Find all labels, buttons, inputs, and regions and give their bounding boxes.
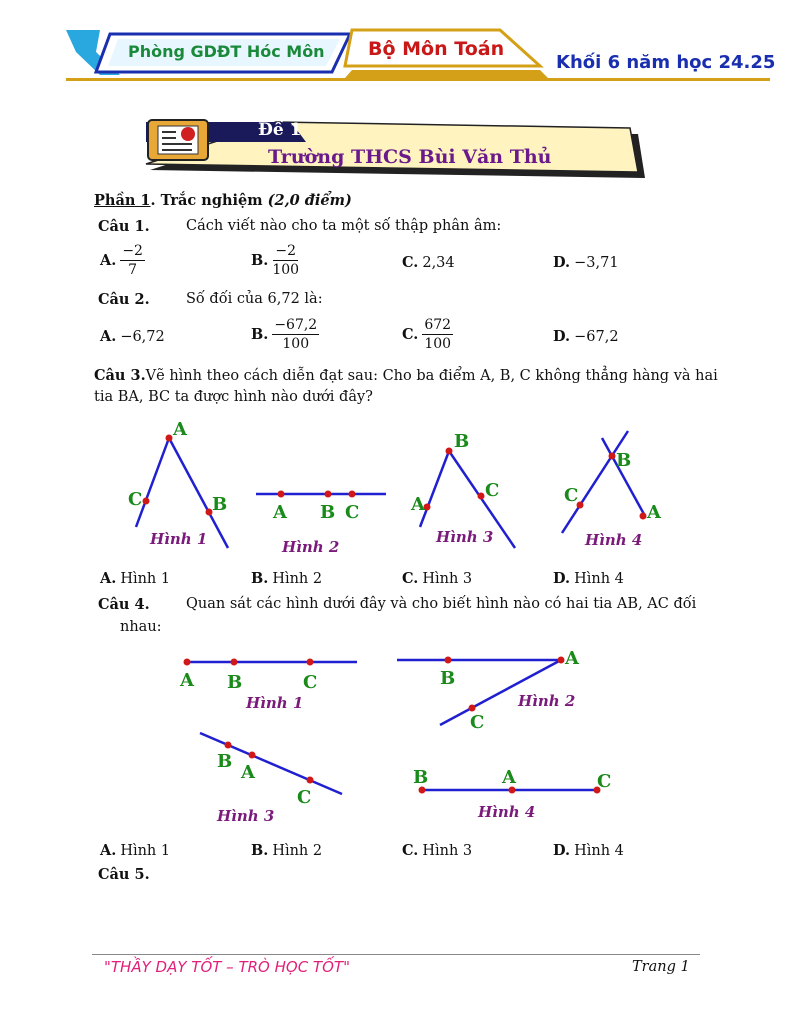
q3-c-text: Hình 3 bbox=[422, 570, 473, 587]
q1-d-value: −3,71 bbox=[574, 254, 619, 271]
q2-text: Số đối của 6,72 là: bbox=[186, 291, 323, 307]
footer-slogan: "THẦY DẠY TỐT – TRÒ HỌC TỐT" bbox=[104, 958, 350, 976]
q3-fig2-point-b bbox=[325, 491, 332, 498]
q1-a-fraction bbox=[120, 242, 145, 279]
q2-b-num: −67,2 bbox=[274, 317, 318, 333]
q3-fig2-caption: Hình 2 bbox=[282, 538, 340, 556]
q2-b-den: 100 bbox=[282, 336, 310, 352]
q4-fig1-point-a bbox=[184, 659, 191, 666]
q3-fig3 bbox=[410, 431, 515, 548]
q1-option-b[interactable] bbox=[251, 242, 299, 279]
q3-a-text: Hình 1 bbox=[120, 570, 171, 587]
q2-d-value: −67,2 bbox=[574, 328, 619, 345]
q3-fig3-label-b: B bbox=[454, 431, 470, 452]
q4-fig1-label-a: A bbox=[180, 670, 194, 691]
q4-option-d[interactable] bbox=[553, 842, 624, 859]
q2-label: Câu 2. bbox=[98, 291, 150, 308]
q1-label: Câu 1. bbox=[98, 218, 150, 235]
q4-fig3-point-a bbox=[249, 752, 256, 759]
q4-d-letter: D. bbox=[553, 842, 571, 859]
q4-c-letter: C. bbox=[402, 842, 419, 859]
q1-a-letter: A. bbox=[100, 252, 117, 269]
q2-b-letter: B. bbox=[251, 326, 269, 343]
q4-fig1 bbox=[179, 659, 357, 713]
q4-fig3 bbox=[200, 733, 342, 825]
q4-b-letter: B. bbox=[251, 842, 269, 859]
school-name: Trường THCS Bùi Văn Thủ bbox=[268, 146, 552, 168]
q4-fig3-point-b bbox=[225, 742, 232, 749]
q1-option-d[interactable] bbox=[553, 254, 619, 271]
q2-a-value: −6,72 bbox=[120, 328, 165, 345]
q3-fig4-label-c: C bbox=[564, 485, 579, 506]
q5-label: Câu 5. bbox=[98, 866, 150, 883]
q3-option-c[interactable] bbox=[402, 570, 472, 587]
q4-a-letter: A. bbox=[100, 842, 117, 859]
q3-fig3-point-b bbox=[446, 448, 453, 455]
q2-c-den: 100 bbox=[424, 336, 452, 352]
q2-c-letter: C. bbox=[402, 326, 419, 343]
q3-label: Câu 3. bbox=[94, 367, 146, 384]
q2-option-b[interactable] bbox=[251, 316, 319, 353]
q3-fig4-label-b: B bbox=[616, 450, 632, 471]
header-dept: Phòng GDĐT Hóc Môn bbox=[128, 42, 325, 61]
q4-fig2-caption: Hình 2 bbox=[518, 692, 576, 710]
q3-fig1-caption: Hình 1 bbox=[150, 530, 208, 548]
q1-b-letter: B. bbox=[251, 252, 269, 269]
q1-text: Cách viết nào cho ta một số thập phân âm: bbox=[186, 218, 502, 234]
q3-fig3-label-a: A bbox=[411, 494, 425, 515]
q1-d-letter: D. bbox=[553, 254, 571, 271]
q3-text1: Vẽ hình theo cách diễn đạt sau: Cho ba điểm A, B, C không thẳng hàng và hai bbox=[145, 368, 718, 384]
q2-d-letter: D. bbox=[553, 328, 571, 345]
q4-fig4-label-b: B bbox=[413, 767, 429, 788]
q3-line1 bbox=[94, 367, 718, 384]
q3-figures bbox=[0, 415, 792, 565]
q2-a-letter: A. bbox=[100, 328, 117, 345]
q3-text2: tia BA, BC ta được hình nào dưới đây? bbox=[94, 389, 373, 405]
q4-fig4-label-a: A bbox=[502, 767, 516, 788]
q4-option-b[interactable] bbox=[251, 842, 322, 859]
exam-number: Đề 1 bbox=[258, 120, 302, 140]
q4-text2: nhau: bbox=[120, 619, 162, 635]
footer-divider bbox=[92, 954, 700, 955]
q3-fig1-line-ac bbox=[136, 438, 169, 527]
q1-a-num: −2 bbox=[122, 243, 143, 259]
q4-fig1-caption: Hình 1 bbox=[246, 694, 304, 712]
q1-c-letter: C. bbox=[402, 254, 419, 271]
q4-fig4-label-c: C bbox=[597, 771, 612, 792]
q3-option-d[interactable] bbox=[553, 570, 624, 587]
q1-a-den: 7 bbox=[128, 262, 138, 278]
q3-fig4-caption: Hình 4 bbox=[585, 531, 643, 549]
q4-option-a[interactable] bbox=[100, 842, 170, 859]
q4-fig3-caption: Hình 3 bbox=[217, 807, 275, 825]
q4-fig3-label-b: B bbox=[217, 751, 233, 772]
page-number: Trang 1 bbox=[632, 959, 690, 975]
q3-fig2-label-a: A bbox=[273, 502, 287, 523]
q3-fig2-label-b: B bbox=[320, 502, 336, 523]
q3-fig1-point-c bbox=[143, 498, 150, 505]
q1-option-c[interactable] bbox=[402, 254, 455, 271]
q3-fig4 bbox=[562, 431, 662, 549]
q4-text1: Quan sát các hình dưới đây và cho biết hình nào có hai tia AB, AC đối bbox=[186, 596, 697, 612]
q2-c-num: 672 bbox=[424, 317, 452, 333]
q4-fig3-label-a: A bbox=[241, 762, 255, 783]
q4-a-text: Hình 1 bbox=[120, 842, 171, 859]
q3-fig4-line-1 bbox=[562, 431, 628, 533]
header-subject: Bộ Môn Toán bbox=[368, 38, 505, 60]
q3-fig4-label-a: A bbox=[647, 502, 661, 523]
q3-option-b[interactable] bbox=[251, 570, 322, 587]
q4-fig2-point-c bbox=[469, 705, 476, 712]
q2-b-fraction bbox=[272, 316, 319, 353]
q4-fig4 bbox=[413, 767, 611, 821]
q1-option-a[interactable] bbox=[100, 242, 145, 279]
q3-fig3-line-ba bbox=[420, 451, 449, 527]
q4-figures bbox=[0, 640, 792, 840]
q1-b-den: 100 bbox=[272, 262, 300, 278]
q4-fig1-label-b: B bbox=[227, 672, 243, 693]
q4-fig3-label-c: C bbox=[297, 787, 312, 808]
q3-fig2 bbox=[256, 491, 386, 557]
q3-a-letter: A. bbox=[100, 570, 117, 587]
q1-b-fraction bbox=[272, 242, 299, 279]
q4-c-text: Hình 3 bbox=[422, 842, 473, 859]
q2-option-c[interactable] bbox=[402, 316, 453, 353]
q3-option-a[interactable] bbox=[100, 570, 170, 587]
q3-fig2-label-c: C bbox=[345, 502, 360, 523]
q1-c-value: 2,34 bbox=[422, 254, 455, 271]
q3-fig1 bbox=[128, 419, 228, 548]
q3-fig2-point-a bbox=[278, 491, 285, 498]
q4-fig2-point-b bbox=[445, 657, 452, 664]
section-title-part: Phần 1 bbox=[94, 192, 151, 209]
q3-fig3-label-c: C bbox=[485, 480, 500, 501]
q4-fig1-point-c bbox=[307, 659, 314, 666]
q3-fig1-label-a: A bbox=[173, 419, 187, 440]
q3-d-text: Hình 4 bbox=[574, 570, 624, 587]
q4-fig4-caption: Hình 4 bbox=[478, 803, 536, 821]
q2-c-fraction bbox=[422, 316, 453, 353]
q4-fig1-label-c: C bbox=[303, 672, 318, 693]
q2-option-d[interactable] bbox=[553, 328, 619, 345]
q3-b-text: Hình 2 bbox=[272, 570, 323, 587]
q4-option-c[interactable] bbox=[402, 842, 472, 859]
section-title bbox=[94, 192, 352, 209]
q4-fig1-point-b bbox=[231, 659, 238, 666]
q3-fig4-point-b bbox=[609, 453, 616, 460]
q3-fig1-label-b: B bbox=[212, 494, 228, 515]
q2-option-a[interactable] bbox=[100, 328, 165, 345]
q3-fig1-label-c: C bbox=[128, 489, 143, 510]
q3-fig4-point-a bbox=[640, 513, 647, 520]
header-grade: Khối 6 năm học 24.25 bbox=[556, 52, 776, 73]
q4-fig2-label-a: A bbox=[565, 648, 579, 669]
q4-fig3-point-c bbox=[307, 777, 314, 784]
q3-c-letter: C. bbox=[402, 570, 419, 587]
q4-fig2-point-a bbox=[558, 657, 565, 664]
q3-fig3-point-c bbox=[478, 493, 485, 500]
q3-fig1-point-a bbox=[166, 435, 173, 442]
q1-b-num: −2 bbox=[275, 243, 296, 259]
q3-b-letter: B. bbox=[251, 570, 269, 587]
q4-b-text: Hình 2 bbox=[272, 842, 323, 859]
q4-d-text: Hình 4 bbox=[574, 842, 624, 859]
q3-fig2-point-c bbox=[349, 491, 356, 498]
q4-label: Câu 4. bbox=[98, 596, 150, 613]
q3-fig3-caption: Hình 3 bbox=[436, 528, 494, 546]
section-points: (2,0 điểm) bbox=[267, 192, 352, 209]
q3-d-letter: D. bbox=[553, 570, 571, 587]
section-title-rest: . Trắc nghiệm bbox=[150, 192, 268, 209]
q4-fig2-label-b: B bbox=[440, 668, 456, 689]
q4-fig2 bbox=[397, 648, 580, 733]
q4-fig2-label-c: C bbox=[470, 712, 485, 733]
